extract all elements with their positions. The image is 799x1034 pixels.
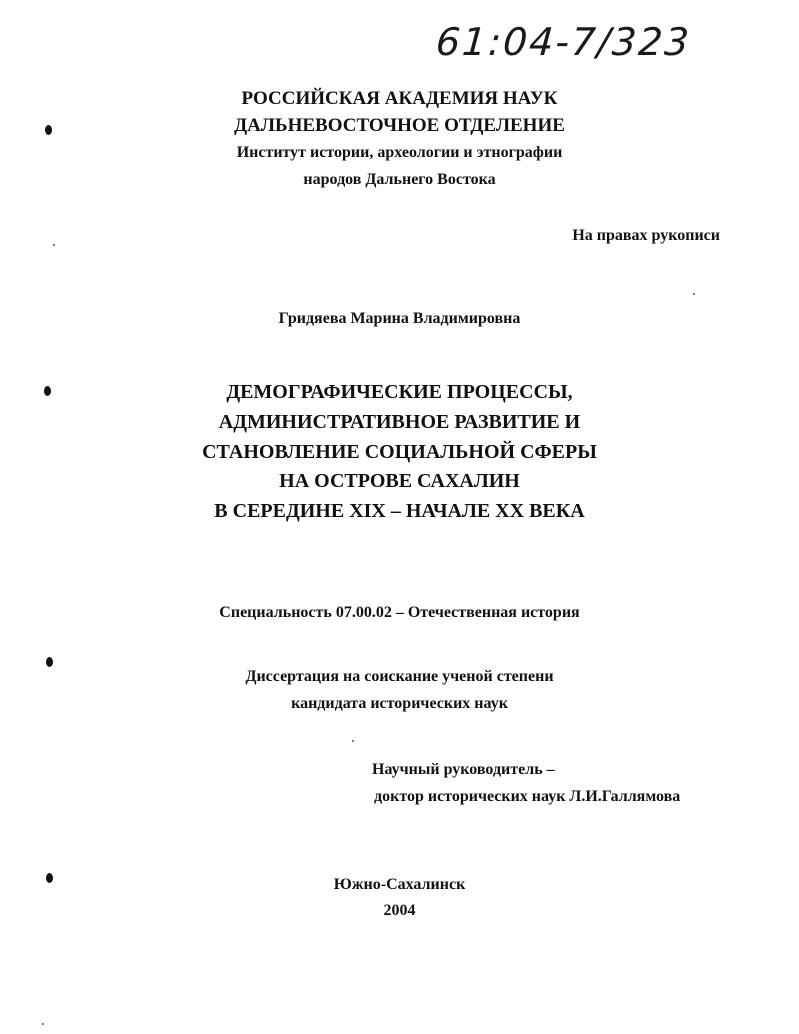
dissertation-title-line3: СТАНОВЛЕНИЕ СОЦИАЛЬНОЙ СФЕРЫ [202,441,597,463]
scan-speck [352,740,354,742]
scan-speck [42,1023,44,1025]
specialty: Специальность 07.00.02 – Отечественная история [219,604,580,621]
punch-hole-mark [46,657,53,667]
supervisor-label: Научный руководитель – [372,761,555,778]
degree-line2: кандидата исторических наук [291,695,508,712]
punch-hole-mark [46,873,53,883]
dissertation-title-line2: АДМИНИСТРАТИВНОЕ РАЗВИТИЕ И [218,411,581,433]
institute-line1: Институт истории, археологии и этнографии [236,144,563,161]
org-name-line1: РОССИЙСКАЯ АКАДЕМИЯ НАУК [241,88,558,109]
author-name: Гридяева Марина Владимировна [278,310,521,327]
dissertation-title-line1: ДЕМОГРАФИЧЕСКИЕ ПРОЦЕССЫ, [226,381,573,403]
punch-hole-mark [44,386,51,396]
degree-line1: Диссертация на соискание ученой степени [245,668,554,685]
supervisor-name: доктор исторических наук Л.И.Галлямова [374,788,681,805]
dissertation-title-line4: НА ОСТРОВЕ САХАЛИН [279,470,520,492]
punch-hole-mark [45,125,52,135]
scan-speck [693,293,695,295]
city: Южно-Сахалинск [333,876,466,893]
dissertation-title-line5: В СЕРЕДИНЕ XIX – НАЧАЛЕ XX ВЕКА [214,500,585,522]
institute-line2: народов Дальнего Востока [303,171,496,188]
year: 2004 [383,902,416,919]
archive-code-handwritten: 61:04-7/323 [434,20,693,64]
manuscript-note: На правах рукописи [572,227,720,244]
org-name-line2: ДАЛЬНЕВОСТОЧНОЕ ОТДЕЛЕНИЕ [234,115,565,136]
scan-speck [53,244,55,246]
